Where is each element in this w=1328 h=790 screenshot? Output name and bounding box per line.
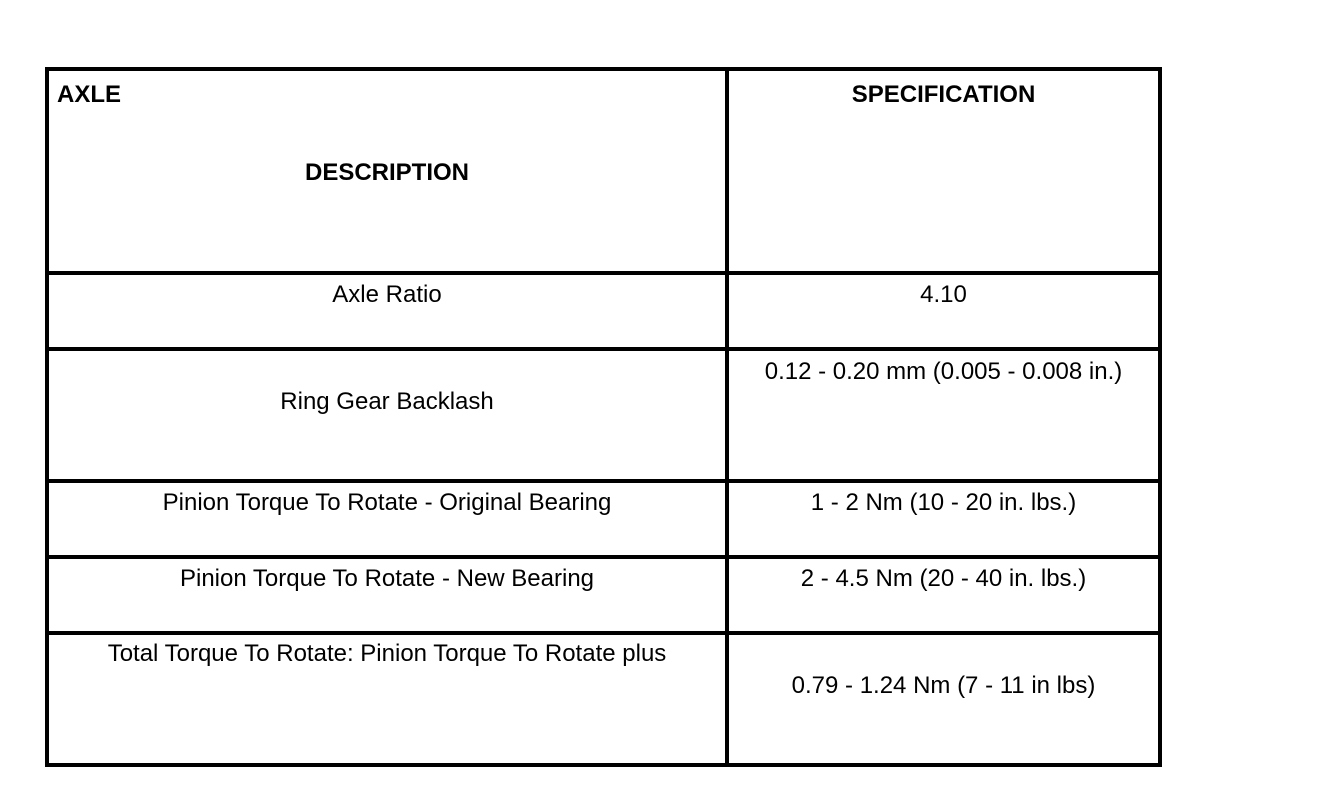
description-text: Axle Ratio	[332, 281, 442, 308]
specification-cell	[727, 349, 1160, 481]
specification-text: 0.79 - 1.24 Nm (7 - 11 in lbs)	[791, 671, 1096, 699]
specification-cell	[727, 273, 1160, 349]
description-cell	[47, 481, 727, 557]
header-description-cell	[47, 69, 727, 273]
axle-spec-table	[45, 67, 1162, 767]
description-text: Total Torque To Rotate: Pinion Torque To Rotate plus	[107, 640, 667, 667]
description-text: Pinion Torque To Rotate - New Bearing	[179, 565, 595, 592]
table-row	[47, 633, 1160, 765]
description-cell	[47, 273, 727, 349]
table-row	[47, 557, 1160, 633]
table-header-row	[47, 69, 1160, 273]
specification-text: 1 - 2 Nm (10 - 20 in. lbs.)	[810, 489, 1077, 516]
specification-text: 4.10	[920, 281, 967, 308]
description-text: Pinion Torque To Rotate - Original Bearing	[162, 489, 612, 516]
description-cell	[47, 349, 727, 481]
header-specification-cell	[727, 69, 1160, 273]
header-axle-label: AXLE	[57, 81, 122, 108]
header-specification-label: SPECIFICATION	[851, 81, 1036, 108]
specification-cell	[727, 633, 1160, 765]
description-cell	[47, 633, 727, 765]
table-row	[47, 273, 1160, 349]
specification-text: 2 - 4.5 Nm (20 - 40 in. lbs.)	[800, 565, 1087, 592]
table-row	[47, 481, 1160, 557]
specification-cell	[727, 557, 1160, 633]
description-text: Ring Gear Backlash	[280, 387, 494, 415]
table-row	[47, 349, 1160, 481]
header-description-label: DESCRIPTION	[304, 159, 469, 186]
specification-text: 0.12 - 0.20 mm (0.005 - 0.008 in.)	[764, 358, 1123, 385]
description-cell	[47, 557, 727, 633]
specification-cell	[727, 481, 1160, 557]
